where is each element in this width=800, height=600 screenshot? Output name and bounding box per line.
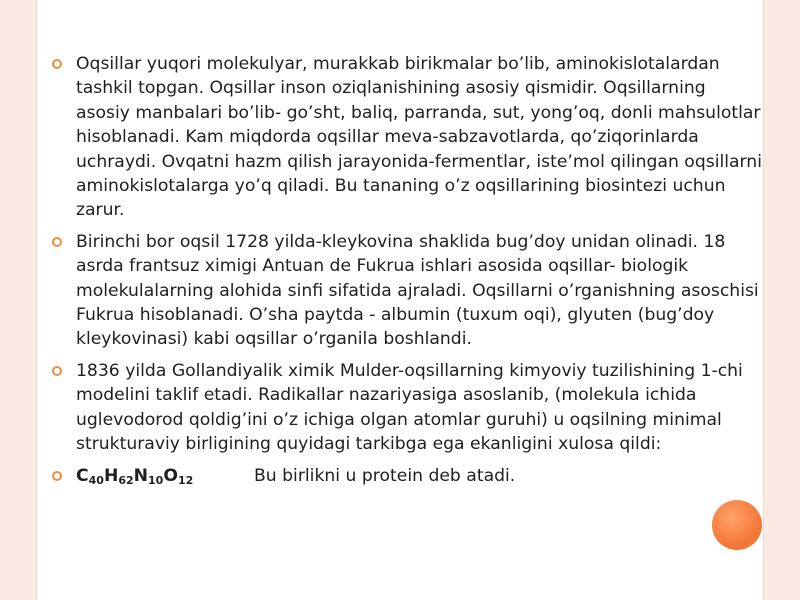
formula-caption: Bu birlikni u protein deb atadi. — [254, 465, 516, 486]
bullet-circle-icon — [52, 366, 62, 376]
slide-left-border — [0, 0, 37, 600]
bullet-text: Birinchi bor oqsil 1728 yilda-kleykovina shaklida bug’doy unidan olinadi. 18 asrda frantsuz ximigi Antuan de Fukrua ishlari asosida oqsillar- biologik molekulalarning alohida sinfi sifatida ajraladi. Oqsillarni o’rganishning asoschisi Fukrua hisoblanadi. O’sha paytda - albumin (tuxum oqi), glyuten (bug’doy kleykovinasi) kabi oqsillar o’rganila boshlandi. — [76, 231, 759, 350]
bullet-circle-icon — [52, 471, 62, 481]
bullet-item-1 — [52, 52, 762, 223]
bullet-text: Oqsillar yuqori molekulyar, murakkab birikmalar bo’lib, aminokislotalardan tashkil topgan. Oqsillar inson oziqlanishining asosiy qismidir. Oqsillarning asosiy manbalari bo’lib- go’sht, baliq, parranda, sut, yong’oq, donli mahsulotlar hisoblanadi. Kam miqdorda oqsillar meva-sabzavotlarda, qo’ziqorinlarda uchraydi. Ovqatni hazm qilish jarayonida-fermentlar, iste’mol qilingan oqsillarni aminokislotalarga yo’q qiladi. Bu tananing o’z oqsillarining biosintezi uchun zarur. — [76, 54, 762, 221]
slide-right-border — [763, 0, 800, 600]
bullet-circle-icon — [52, 59, 62, 69]
bullet-item-2 — [52, 230, 762, 352]
bullet-item-4 — [52, 464, 762, 493]
slide-body — [52, 52, 762, 500]
bullet-circle-icon — [52, 237, 62, 247]
decorative-orange-circle — [712, 500, 762, 550]
bullet-text: 1836 yilda Gollandiyalik ximik Mulder-oqsillarning kimyoviy tuzilishining 1-chi modelini taklif etadi. Radikallar nazariyasiga asoslanib, (molekula ichida uglevodorod qoldig’ini o’z ichiga olgan atomlar guruhi) u oqsilning minimal strukturaviy birligining quyidagi tarkibga ega ekanligini xulosa qildi: — [76, 360, 743, 455]
bullet-item-3 — [52, 359, 762, 457]
chemical-formula: $C_{40}H_{62}N_{10}O_{12}$ — [76, 465, 194, 487]
